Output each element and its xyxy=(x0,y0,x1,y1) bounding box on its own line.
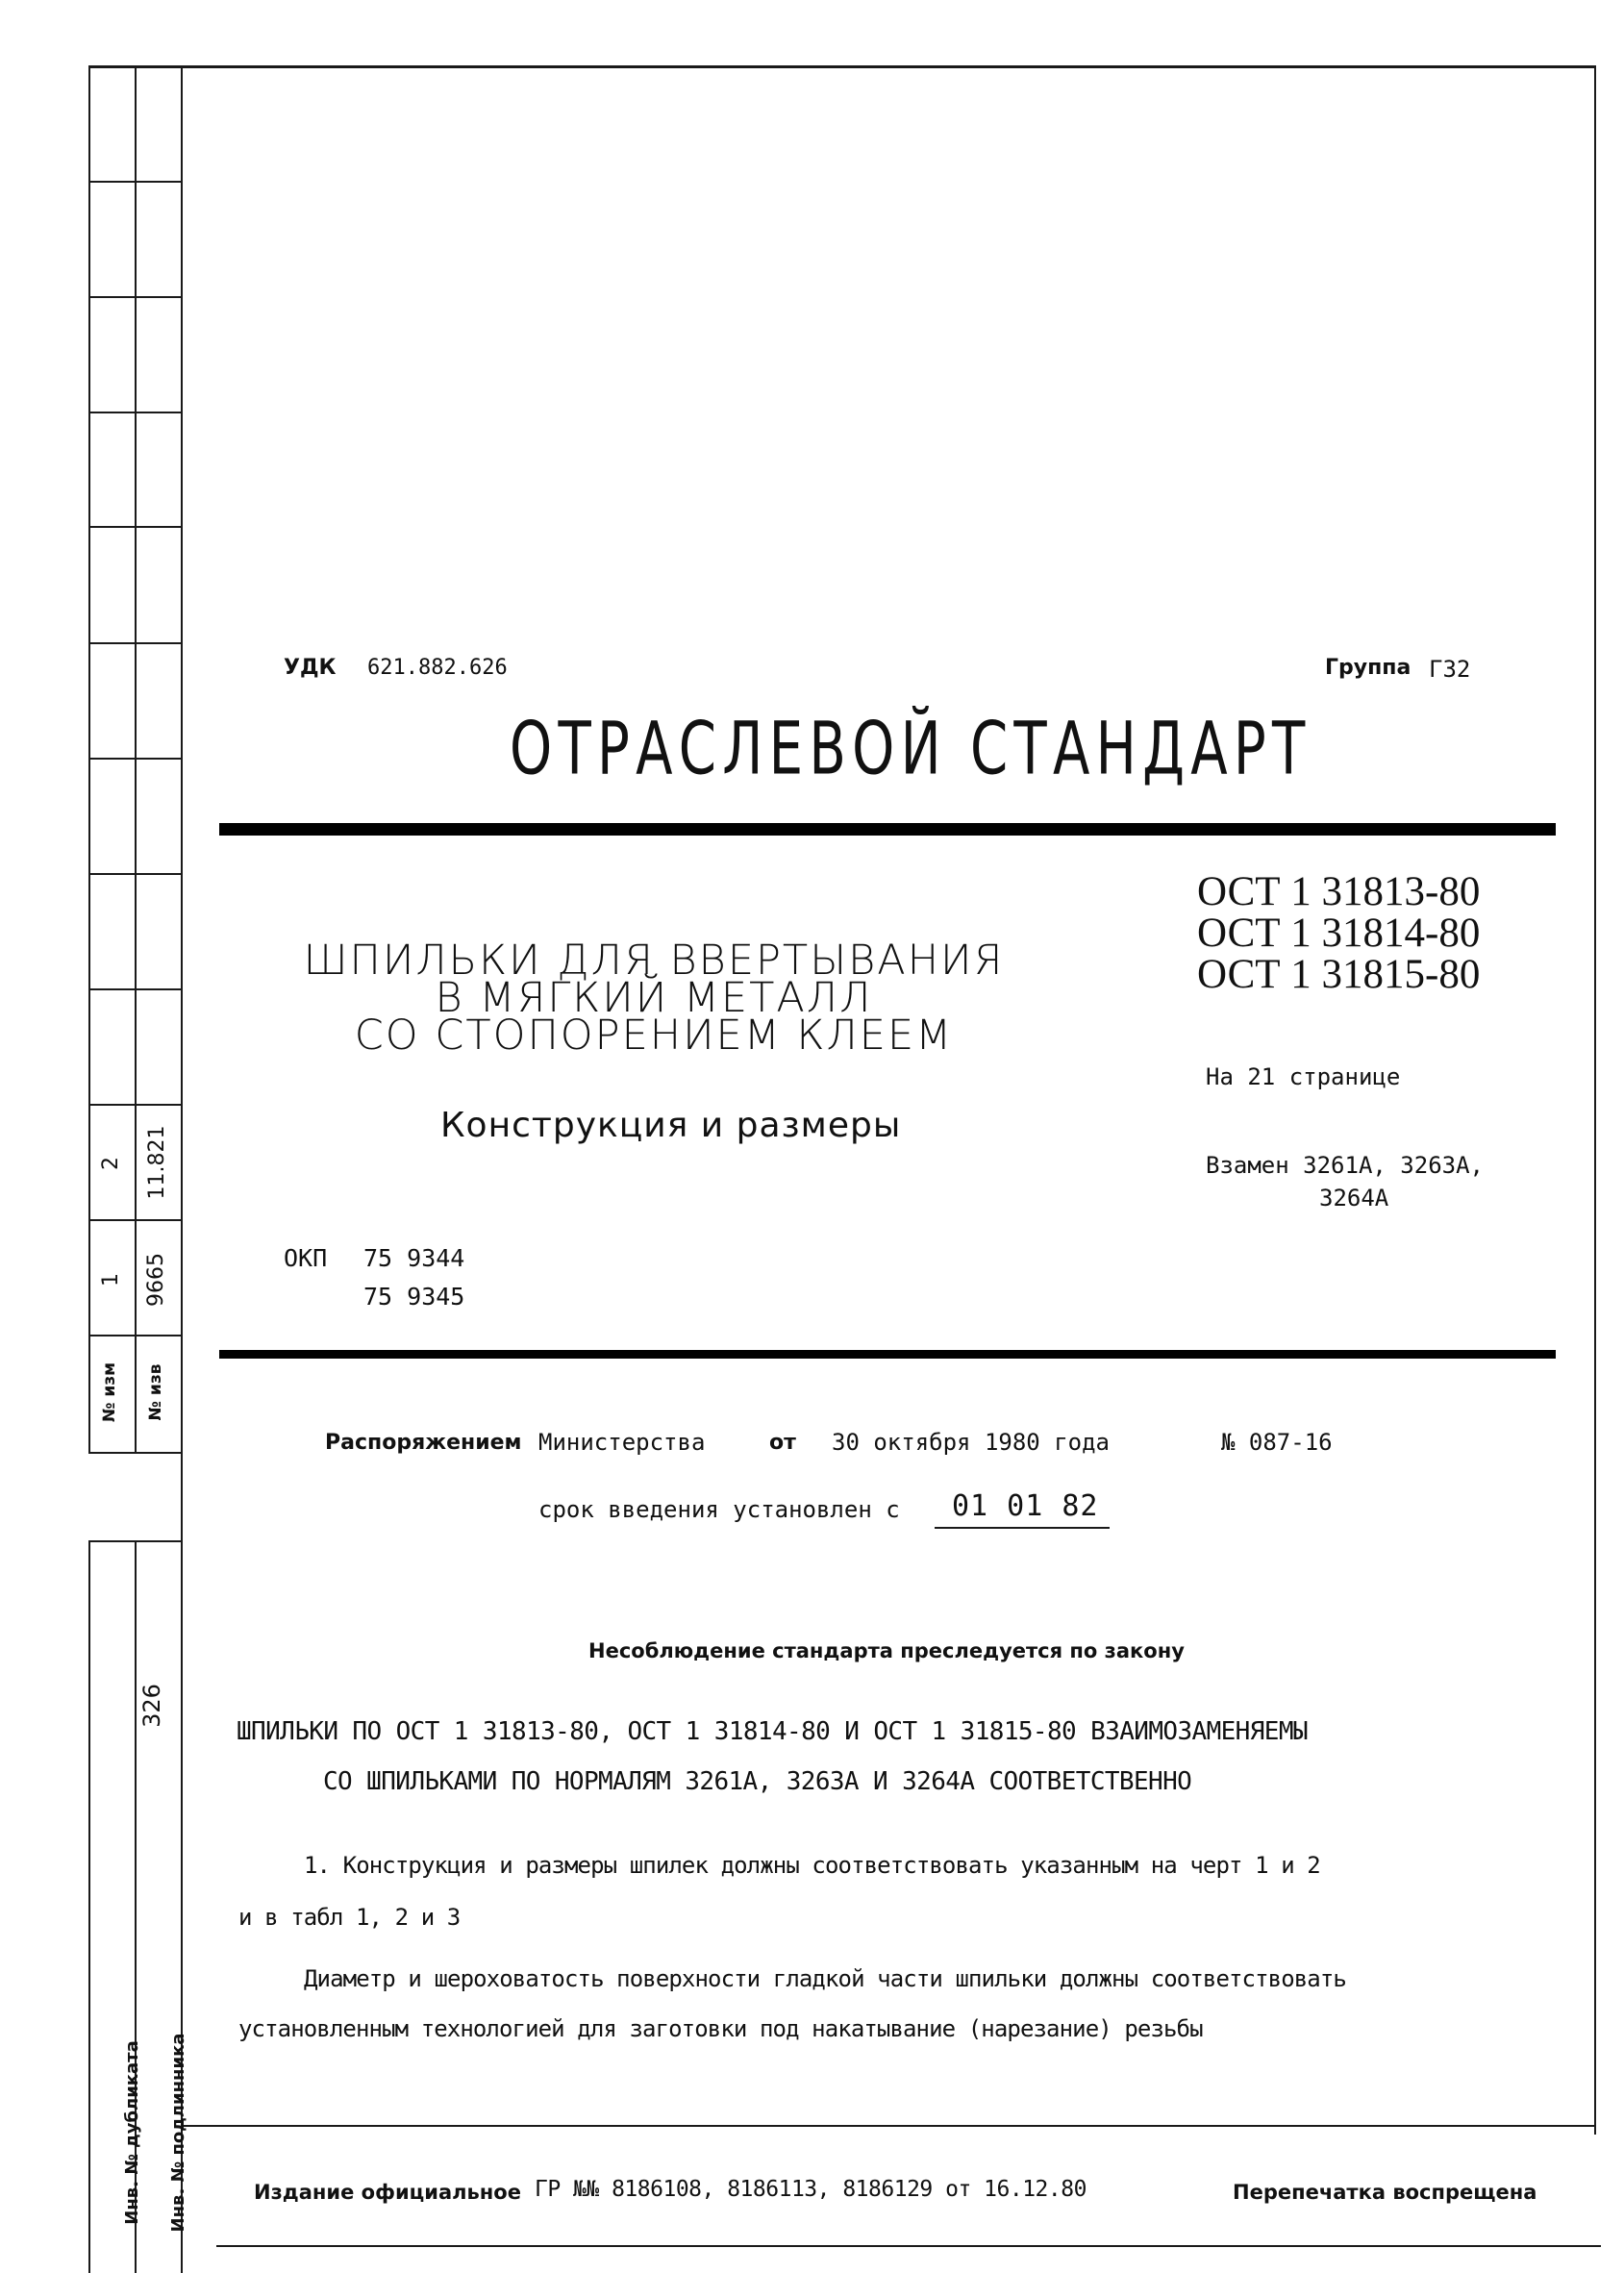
frame-bottom-line xyxy=(216,2245,1601,2247)
ost-number-3: ОСТ 1 31815-80 xyxy=(1197,952,1481,997)
change-no-label: № изм xyxy=(100,1361,119,1423)
margin-row-line xyxy=(88,1104,183,1106)
ost-number-1: ОСТ 1 31813-80 xyxy=(1197,869,1481,914)
replaces-line-2: 3264А xyxy=(1319,1185,1389,1211)
document-title-wrap xyxy=(510,706,1537,791)
margin-row-line xyxy=(88,1335,183,1336)
frame-right-border xyxy=(1594,65,1596,2135)
margin-row-line xyxy=(88,873,183,875)
ost-number-2: ОСТ 1 31814-80 xyxy=(1197,911,1481,956)
title-thick-rule xyxy=(219,823,1556,836)
inventory-number-326: 326 xyxy=(138,1684,165,1728)
margin-row-line xyxy=(88,1452,183,1454)
margin-row-line xyxy=(88,758,183,760)
change-number-1: 1 xyxy=(99,1273,123,1286)
original-inventory-label: Инв. № подлинника xyxy=(168,2033,188,2233)
udk-value: 621.882.626 xyxy=(367,656,508,680)
frame-inner-left-border xyxy=(181,65,183,2273)
interchange-line-2: СО ШПИЛЬКАМИ ПО НОРМАЛЯМ 3261А, 3263А И 3264А СООТВЕТСТВЕННО xyxy=(323,1767,1192,1796)
replaces-line-1: Взамен 3261А, 3263А, xyxy=(1206,1152,1484,1179)
frame-top-border xyxy=(88,65,1596,68)
order-ministry: Министерства xyxy=(538,1429,706,1456)
order-label: Распоряжением xyxy=(325,1431,522,1455)
subject-line-1: ШПИЛЬКИ ДЛЯ ВВЕРТЫВАНИЯ xyxy=(303,937,1005,985)
margin-lower-outer-left xyxy=(88,1540,90,2273)
effective-date-underline xyxy=(935,1527,1110,1529)
margin-row-line xyxy=(88,988,183,990)
okp-label: ОКП xyxy=(284,1244,328,1272)
effective-date: 01 01 82 xyxy=(952,1489,1099,1523)
group-label: Группа xyxy=(1325,656,1412,680)
margin-row-line xyxy=(88,181,183,183)
okp-value-1: 75 9344 xyxy=(363,1244,465,1272)
order-from: от xyxy=(769,1431,796,1455)
notice-no-label: № изв xyxy=(146,1363,165,1421)
margin-row-line xyxy=(88,526,183,528)
frame-footer-separator xyxy=(181,2125,1596,2127)
group-value: Г32 xyxy=(1429,656,1471,683)
document-title: ОТРАСЛЕВОЙ СТАНДАРТ xyxy=(510,706,1312,791)
notice-number-9665: 9665 xyxy=(144,1253,168,1307)
margin-row-line xyxy=(88,1219,183,1221)
ost-numbers xyxy=(1197,871,1480,995)
interchange-line-1: ШПИЛЬКИ ПО ОСТ 1 31813-80, ОСТ 1 31814-80 И ОСТ 1 31815-80 ВЗАИМОЗАМЕНЯЕМЫ xyxy=(237,1717,1308,1746)
registration-number: ГР №№ 8186108, 8186113, 8186129 от 16.12.80 xyxy=(535,2177,1087,2202)
margin-row-line xyxy=(88,412,183,413)
order-date: 30 октября 1980 года xyxy=(832,1429,1110,1456)
paragraph-1-line-1: 1. Конструкция и размеры шпилек должны соответствовать указанным на черт 1 и 2 xyxy=(304,1852,1320,1879)
okp-value-2: 75 9345 xyxy=(363,1283,465,1311)
paragraph-2-line-2: установленным технологией для заготовки под накатывание (нарезание) резьбы xyxy=(238,2015,1203,2042)
paragraph-1-line-2: и в табл 1, 2 и 3 xyxy=(238,1904,461,1931)
change-number-2: 2 xyxy=(99,1157,123,1170)
subject-line-3: СО СТОПОРЕНИЕМ КЛЕЕМ xyxy=(354,1012,954,1060)
subject-line-2: В МЯГКИЙ МЕТАЛЛ xyxy=(435,974,873,1022)
reprint-prohibited-label: Перепечатка воспрещена xyxy=(1233,2181,1537,2204)
pages-note: На 21 странице xyxy=(1206,1063,1401,1090)
order-number: № 087-16 xyxy=(1221,1429,1333,1456)
margin-row-line xyxy=(88,642,183,644)
margin-lower-top-line xyxy=(88,1540,183,1542)
margin-row-line xyxy=(88,296,183,298)
notice-number-11821: 11.821 xyxy=(145,1125,169,1200)
duplicate-inventory-label: Инв. № дубликата xyxy=(122,2040,142,2225)
paragraph-2-line-1: Диаметр и шероховатость поверхности гладкой части шпильки должны соответствовать xyxy=(304,1965,1346,1992)
law-notice: Несоблюдение стандарта преследуется по закону xyxy=(588,1639,1185,1662)
block-thick-rule xyxy=(219,1350,1556,1359)
effective-text: срок введения установлен с xyxy=(538,1496,900,1523)
udk-label: УДК xyxy=(284,656,337,680)
standard-subject xyxy=(288,937,1019,1060)
official-edition-label: Издание официальное xyxy=(254,2181,521,2204)
standard-subtitle: Конструкция и размеры xyxy=(440,1106,902,1145)
